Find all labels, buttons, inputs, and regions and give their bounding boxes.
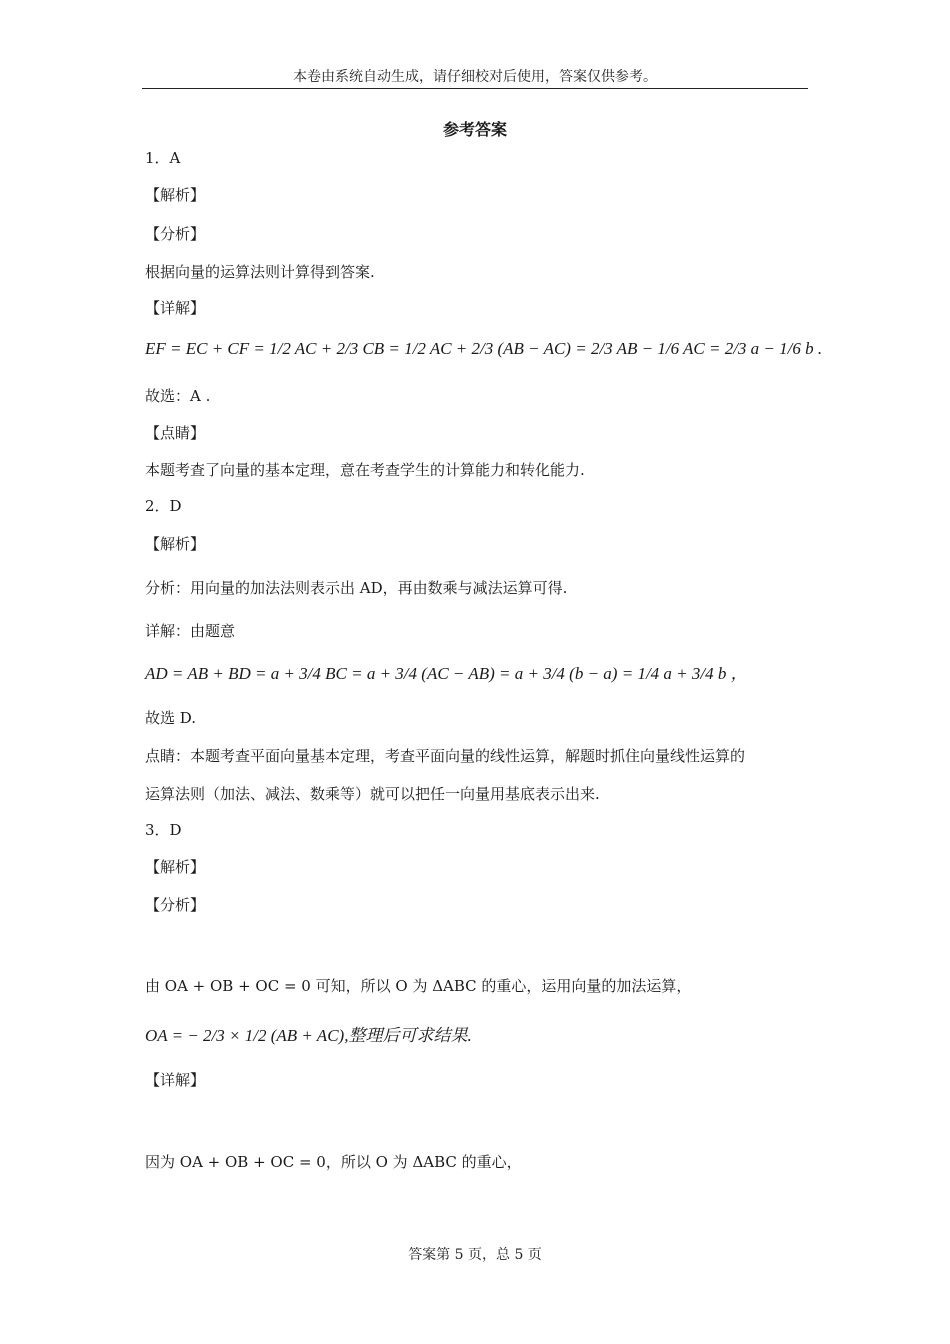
answer-1-formula: EF = EC + CF = 1/2 AC + 2/3 CB = 1/2 AC + 2/3 (AB − AC) = 2/3 AB − 1/6 AC = 2/3 a − 1/6 b . xyxy=(145,339,823,358)
answer-1-fenxi-text: 根据向量的运算法则计算得到答案. xyxy=(145,263,375,281)
answer-1-fenxi-tag: 【分析】 xyxy=(145,225,206,243)
answer-2-formula: AD = AB + BD = a + 3/4 BC = a + 3/4 (AC − AB) = a + 3/4 (b − a) = 1/4 a + 3/4 b ， xyxy=(145,664,748,683)
header-rule xyxy=(142,88,808,89)
answer-2-remark-line1: 点睛：本题考查平面向量基本定理，考查平面向量的线性运算，解题时抓住向量线性运算的 xyxy=(145,747,746,765)
answer-2-detail-intro: 详解：由题意 xyxy=(145,622,236,640)
answer-1-choice: 故选：A . xyxy=(145,387,211,405)
answer-2-remark-line2: 运算法则（加法、减法、数乘等）就可以把任一向量用基底表示出来. xyxy=(145,785,600,803)
answer-1-remark-tag: 【点睛】 xyxy=(145,424,206,442)
answer-3-fenxi-formula: OA = − 2/3 × 1/2 (AB + AC),整理后可求结果. xyxy=(145,1026,472,1045)
answer-1-remark-text: 本题考查了向量的基本定理，意在考查学生的计算能力和转化能力. xyxy=(145,461,585,479)
answer-3-fenxi-tag: 【分析】 xyxy=(145,896,206,914)
answer-2-fenxi-text: 分析：用向量的加法法则表示出 AD，再由数乘与减法运算可得. xyxy=(145,579,568,597)
answer-3-analysis-tag: 【解析】 xyxy=(145,858,206,876)
answer-3-heading: 3．D xyxy=(145,821,182,839)
answer-1-analysis-tag: 【解析】 xyxy=(145,186,206,204)
answer-2-choice: 故选 D. xyxy=(145,709,197,727)
answer-1-detail-tag: 【详解】 xyxy=(145,299,206,317)
page-header: 本卷由系统自动生成，请仔细校对后使用，答案仅供参考。 xyxy=(293,69,657,85)
answer-2-heading: 2．D xyxy=(145,497,182,515)
answer-3-detail-tag: 【详解】 xyxy=(145,1071,206,1089)
answer-3-detail-line1: 因为 OA + OB + OC = 0，所以 O 为 ΔABC 的重心， xyxy=(145,1153,522,1171)
answer-1-heading: 1．A xyxy=(145,149,181,167)
page-title: 参考答案 xyxy=(442,120,507,139)
answer-3-fenxi-line1: 由 OA + OB + OC = 0 可知，所以 O 为 ΔABC 的重心，运用向量的加法运算， xyxy=(145,977,692,995)
answer-2-analysis-tag: 【解析】 xyxy=(145,535,206,553)
page-footer: 答案第 5 页，总 5 页 xyxy=(408,1247,542,1263)
